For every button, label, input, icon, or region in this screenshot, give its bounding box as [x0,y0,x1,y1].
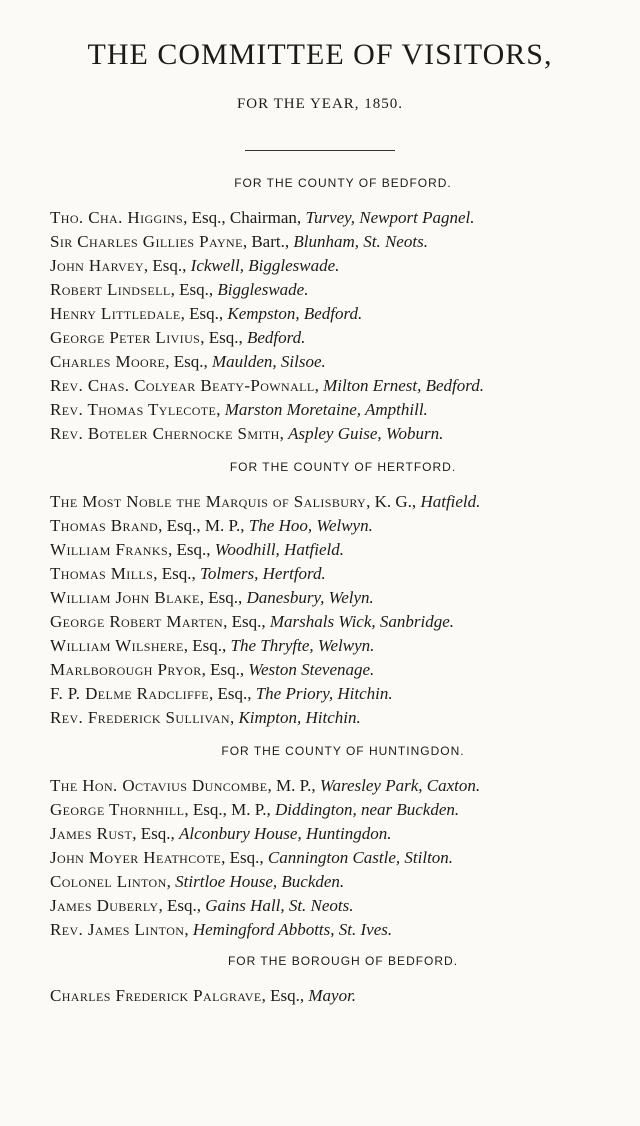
member-entry [50,398,630,422]
member-place: Stirtloe House, Buckden. [175,872,345,891]
member-place: Alconbury House, Huntingdon. [178,824,392,843]
member-place: Marston Moretaine, Ampthill. [224,400,428,419]
member-place: The Hoo, Welwyn. [248,516,373,535]
member-place: Maulden, Silsoe. [212,352,326,371]
member-place: Marshals Wick, Sanbridge. [269,612,455,631]
section-heading: FOR THE COUNTY OF BEDFORD. [234,176,452,190]
member-place: Blunham, St. Neots. [293,232,428,251]
member-place: Diddington, near Buckden. [275,800,460,819]
member-place: Waresley Park, Caxton. [319,776,481,795]
member-name: James Duberly [50,896,159,915]
member-name: Thomas Brand [50,516,159,535]
member-entry [50,894,630,918]
member-title: , Esq., M. P., [158,516,249,535]
section-heading: FOR THE BOROUGH OF BEDFORD. [227,954,459,968]
member-entry [50,586,630,610]
member-name: The Hon. Octavius Duncombe [50,776,268,795]
member-entry [50,870,630,894]
member-place: Gains Hall, St. Neots. [205,896,354,915]
member-title: , M. P., [267,776,320,795]
member-place: Kimpton, Hitchin. [238,708,361,727]
member-title: , [184,920,193,939]
member-title: , [166,872,176,891]
member-name: Tho. Cha. Higgins [50,208,184,227]
member-name: Thomas Mills [50,564,154,583]
member-name: Rev. Frederick Sullivan [50,708,230,727]
member-entry [50,634,630,658]
member-place: The Priory, Hitchin. [255,684,393,703]
member-entry [50,254,630,278]
member-entry [50,538,630,562]
member-place: Mayor. [308,986,357,1005]
member-place: Aspley Guise, Woburn. [288,424,444,443]
member-entry [50,798,630,822]
member-place: Danesbury, Welyn. [246,588,374,607]
member-title: , Bart., [242,232,294,251]
member-name: Marlborough Pryor [50,660,202,679]
member-title: , [216,400,225,419]
member-title: , Esq., Chairman, [183,208,306,227]
member-title: , Esq., [208,684,256,703]
member-name: The Most Noble the Marquis of Salisbury [50,492,367,511]
member-entry [50,846,630,870]
member-name: William Franks [50,540,169,559]
member-entry [50,822,630,846]
member-title: , Esq., [261,986,309,1005]
member-name: William John Blake [50,588,200,607]
member-entry [50,658,630,682]
section-borough-bedford [50,954,630,1008]
member-place: Cannington Castle, Stilton. [267,848,454,867]
member-name: John Moyer Heathcote [50,848,222,867]
member-name: Robert Lindsell [50,280,171,299]
member-name: William Wilshere [50,636,184,655]
member-name: James Rust [50,824,133,843]
member-title: , [279,424,289,443]
page-subtitle: FOR THE YEAR, 1850. [236,96,404,112]
member-name: Charles Moore [50,352,166,371]
member-place: Kempston, Bedford. [227,304,363,323]
page-title: THE COMMITTEE OF VISITORS, [87,38,553,71]
member-entry [50,230,630,254]
member-title: , Esq., [158,896,206,915]
member-entry [50,562,630,586]
member-title: , Esq., [170,280,218,299]
member-title: , Esq., [165,352,212,371]
section-county-bedford [50,176,630,446]
member-entry [50,514,630,538]
member-name: George Robert Marten [50,612,224,631]
member-title: , Esq., [200,328,247,347]
member-name: Henry Littledale [50,304,181,323]
member-title: , Esq., [168,540,215,559]
member-name: Rev. Boteler Chernocke Smith [50,424,280,443]
member-place: Weston Stevenage. [248,660,375,679]
divider-rule [245,150,395,151]
member-place: Biggleswade. [217,280,309,299]
member-title: , Esq., [199,588,247,607]
member-place: The Thryfte, Welwyn. [230,636,375,655]
member-name: John Harvey [50,256,144,275]
member-entry [50,302,630,326]
member-name: F. P. Delme Radcliffe [50,684,209,703]
member-title: , Esq., [132,824,179,843]
member-place: Hemingford Abbotts, St. Ives. [192,920,393,939]
member-entry [50,206,630,230]
member-place: Turvey, Newport Pagnel. [305,208,475,227]
member-title: , Esq., [183,636,231,655]
member-title: , K. G., [366,492,421,511]
section-heading: FOR THE COUNTY OF HERTFORD. [229,460,457,474]
member-title: , Esq., [201,660,249,679]
member-name: Rev. Chas. Colyear Beaty-Pownall [50,376,315,395]
section-county-hertford [50,460,630,730]
member-name: George Peter Livius [50,328,201,347]
member-title: , [229,708,239,727]
member-entry [50,278,630,302]
member-name: Sir Charles Gillies Payne [50,232,243,251]
member-name: Colonel Linton [50,872,167,891]
member-place: Milton Ernest, Bedford. [323,376,484,395]
member-entry [50,374,630,398]
member-entry [50,490,630,514]
member-entry [50,326,630,350]
member-name: Rev. James Linton [50,920,185,939]
member-title: , Esq., [223,612,270,631]
member-entry [50,422,630,446]
member-title: , Esq., [221,848,268,867]
member-name: Rev. Thomas Tylecote [50,400,217,419]
member-entry [50,918,630,942]
member-entry [50,610,630,634]
member-entry [50,706,630,730]
section-heading: FOR THE COUNTY OF HUNTINGDON. [221,744,465,758]
member-entry [50,682,630,706]
section-county-huntingdon [50,744,630,942]
member-title: , [314,376,324,395]
member-entry [50,350,630,374]
member-entry [50,984,630,1008]
member-entry [50,774,630,798]
member-place: Hatfield. [420,492,481,511]
member-title: , Esq., [153,564,200,583]
member-place: Woodhill, Hatfield. [214,540,345,559]
member-name: Charles Frederick Palgrave [50,986,262,1005]
member-title: , Esq., [143,256,191,275]
member-place: Bedford. [246,328,306,347]
member-name: George Thornhill [50,800,185,819]
member-place: Ickwell, Biggleswade. [190,256,340,275]
member-title: , Esq., M. P., [184,800,276,819]
member-place: Tolmers, Hertford. [199,564,326,583]
member-title: , Esq., [180,304,228,323]
